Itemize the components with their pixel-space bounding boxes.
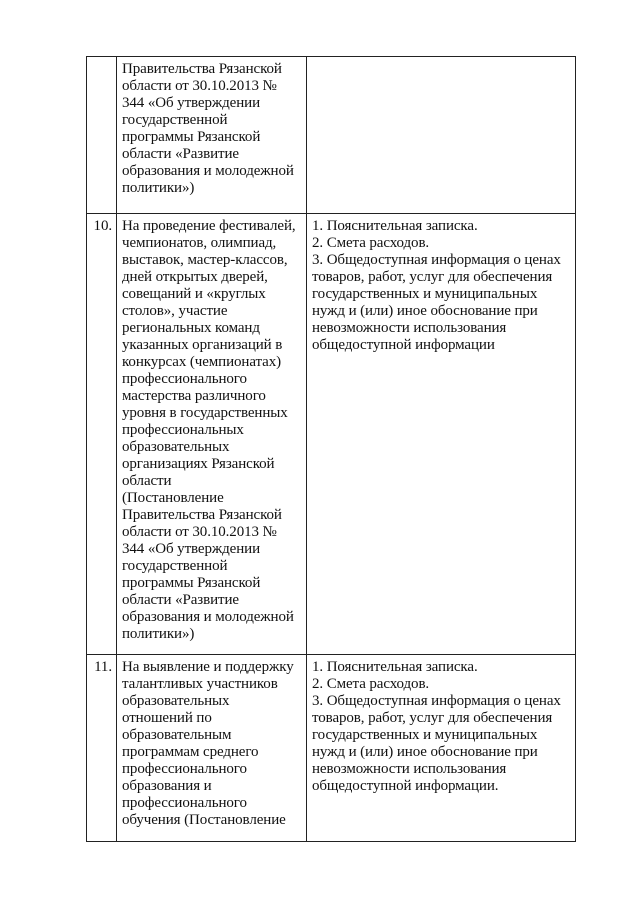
documents-cell [307, 655, 576, 842]
document-list-item: общедоступной информации. [312, 778, 499, 794]
expense-name-line: политики») [122, 180, 195, 196]
expense-name-cell [117, 214, 307, 655]
expense-name-line: области «Развитие [122, 592, 239, 608]
expense-name-line: образовательных [122, 439, 230, 455]
expense-name-line: образовательным [122, 727, 232, 743]
expense-name-cell [117, 655, 307, 842]
expense-name-line: На проведение фестивалей, [122, 218, 296, 234]
expense-name-line: образования и молодежной [122, 163, 294, 179]
document-list-item: 2. Смета расходов. [312, 235, 430, 251]
expense-name-line: образования и молодежной [122, 609, 294, 625]
expense-name-line: государственной [122, 112, 228, 128]
row-number-cell [87, 655, 117, 842]
document-list-item: нужд и (или) иное обоснование при [312, 303, 538, 319]
row-number-cell [87, 214, 117, 655]
expense-name-line: программам среднего [122, 744, 259, 760]
table-row [87, 214, 576, 655]
document-list-item: невозможности использования [312, 761, 507, 777]
row-number: 11. [94, 659, 112, 675]
expense-name-line: мастерства различного [122, 388, 266, 404]
document-list-item: государственных и муниципальных [312, 286, 538, 302]
document-list-item: нужд и (или) иное обоснование при [312, 744, 538, 760]
expense-name-line: организациях Рязанской [122, 456, 275, 472]
expense-name-line: области от 30.10.2013 № [122, 524, 277, 540]
expense-name-line: профессионального [122, 761, 247, 777]
document-table [86, 56, 576, 842]
documents-cell [307, 214, 576, 655]
document-list-item: 3. Общедоступная информация о ценах [312, 252, 561, 268]
expense-name-line: области [122, 473, 172, 489]
expense-name-line: уровня в государственных [122, 405, 288, 421]
expense-name-line: указанных организаций в [122, 337, 283, 353]
expense-name-line: образовательных [122, 693, 230, 709]
expense-name-line: выставок, мастер-классов, [122, 252, 288, 268]
expense-name-line: талантливых участников [122, 676, 278, 692]
table-row [87, 655, 576, 842]
table-row [87, 57, 576, 214]
document-list-item: 1. Пояснительная записка. [312, 218, 478, 234]
document-list-item: невозможности использования [312, 320, 507, 336]
expense-name-line: региональных команд [122, 320, 260, 336]
row-number: 10. [93, 218, 112, 234]
expense-name-line: совещаний и «круглых [122, 286, 266, 302]
expense-name-line: чемпионатов, олимпиад, [122, 235, 277, 251]
document-list-item: товаров, работ, услуг для обеспечения [312, 269, 553, 285]
document-list-item: 3. Общедоступная информация о ценах [312, 693, 561, 709]
expense-name-line: 344 «Об утверждении [122, 95, 261, 111]
expense-name-line: профессионального [122, 371, 247, 387]
document-list-item: государственных и муниципальных [312, 727, 538, 743]
expense-name-line: области «Развитие [122, 146, 239, 162]
expense-name-line: государственной [122, 558, 228, 574]
expense-name-line: обучения (Постановление [122, 812, 286, 828]
expense-name-line: На выявление и поддержку [122, 659, 294, 675]
document-list-item: 2. Смета расходов. [312, 676, 430, 692]
expense-name-line: (Постановление [122, 490, 224, 506]
expense-name-line: 344 «Об утверждении [122, 541, 261, 557]
expense-name-line: политики») [122, 626, 195, 642]
expense-name-cell [117, 57, 307, 214]
table-body [87, 57, 576, 842]
expense-name-line: программы Рязанской [122, 129, 261, 145]
expense-name-line: Правительства Рязанской [122, 507, 282, 523]
documents-cell [307, 57, 576, 214]
document-list-item: товаров, работ, услуг для обеспечения [312, 710, 553, 726]
expense-name-line: профессиональных [122, 422, 244, 438]
expense-name-line: профессионального [122, 795, 247, 811]
expense-name-line: программы Рязанской [122, 575, 261, 591]
expense-name-line: Правительства Рязанской [122, 61, 282, 77]
expense-name-line: области от 30.10.2013 № [122, 78, 277, 94]
expense-name-line: дней открытых дверей, [122, 269, 268, 285]
row-number-cell [87, 57, 117, 214]
document-list-item: 1. Пояснительная записка. [312, 659, 478, 675]
expense-name-line: отношений по [122, 710, 212, 726]
expense-name-line: образования и [122, 778, 212, 794]
expense-name-line: конкурсах (чемпионатах) [122, 354, 282, 370]
document-list-item: общедоступной информации [312, 337, 495, 353]
expense-name-line: столов», участие [122, 303, 228, 319]
